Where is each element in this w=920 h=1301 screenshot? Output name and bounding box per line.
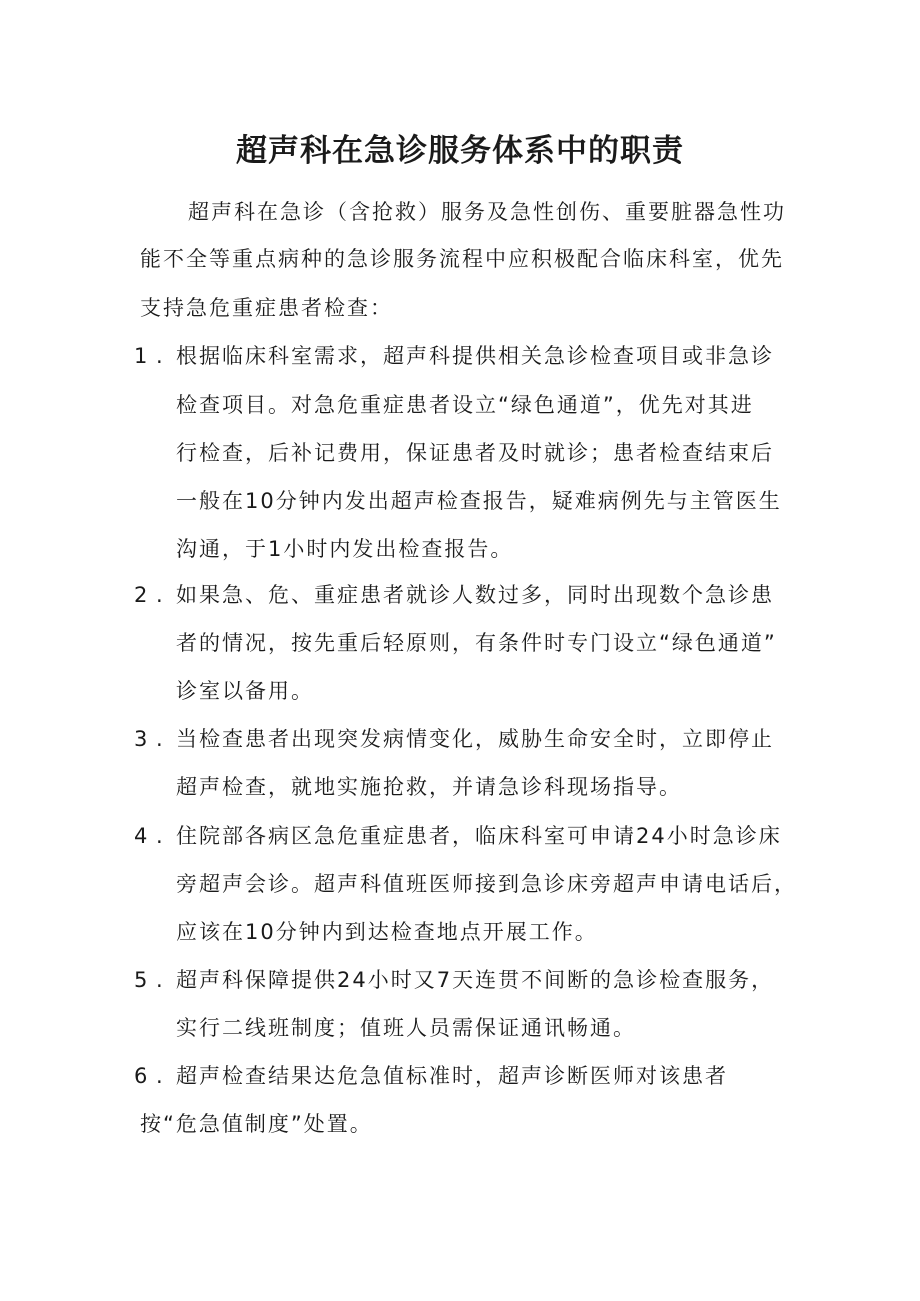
item-text-line: 实行二线班制度；值班人员需保证通讯畅通。	[176, 1016, 636, 1040]
intro-line: 能不全等重点病种的急诊服务流程中应积极配合临床科室，优先	[140, 247, 784, 271]
item-number: 3 .	[134, 727, 164, 751]
document-title: 超声科在急诊服务体系中的职责	[236, 133, 684, 169]
item-number: 1 .	[134, 344, 164, 368]
item-number: 2 .	[134, 583, 164, 607]
item-number: 4 .	[134, 824, 164, 848]
intro-line: 支持急危重症患者检查：	[140, 296, 393, 320]
item-text-line: 一般在10分钟内发出超声检查报告，疑难病例先与主管医生	[176, 489, 782, 513]
item-text-line: 住院部各病区急危重症患者，临床科室可申请24小时急诊床	[176, 824, 782, 848]
item-text-line: 如果急、危、重症患者就诊人数过多，同时出现数个急诊患	[176, 583, 774, 607]
item-text-line: 超声检查，就地实施抢救，并请急诊科现场指导。	[176, 775, 682, 799]
item-number: 6 .	[134, 1064, 164, 1088]
closing-line: 按“危急值制度”处置。	[140, 1112, 373, 1136]
item-text-line: 行检查，后补记费用，保证患者及时就诊；患者检查结束后	[176, 441, 774, 465]
item-text-line: 沟通，于1小时内发出检查报告。	[176, 537, 514, 561]
item-text-line: 当检查患者出现突发病情变化，威胁生命安全时，立即停止	[176, 727, 774, 751]
item-text-line: 检查项目。对急危重症患者设立“绿色通道”，优先对其进	[176, 393, 754, 417]
item-text-line: 超声科保障提供24小时又7天连贯不间断的急诊检查服务，	[176, 968, 775, 992]
item-text-line: 诊室以备用。	[176, 679, 314, 703]
item-text-line: 根据临床科室需求，超声科提供相关急诊检查项目或非急诊	[176, 344, 774, 368]
item-text-line: 超声检查结果达危急值标准时，超声诊断医师对该患者	[176, 1064, 728, 1088]
item-text-line: 者的情况，按先重后轻原则，有条件时专门设立“绿色通道”	[176, 631, 777, 655]
item-text-line: 应该在10分钟内到达检查地点开展工作。	[176, 920, 598, 944]
item-text-line: 旁超声会诊。超声科值班医师接到急诊床旁超声申请电话后，	[176, 872, 797, 896]
item-number: 5 .	[134, 968, 164, 992]
intro-line: 超声科在急诊（含抢救）服务及急性创伤、重要脏器急性功	[188, 200, 786, 224]
